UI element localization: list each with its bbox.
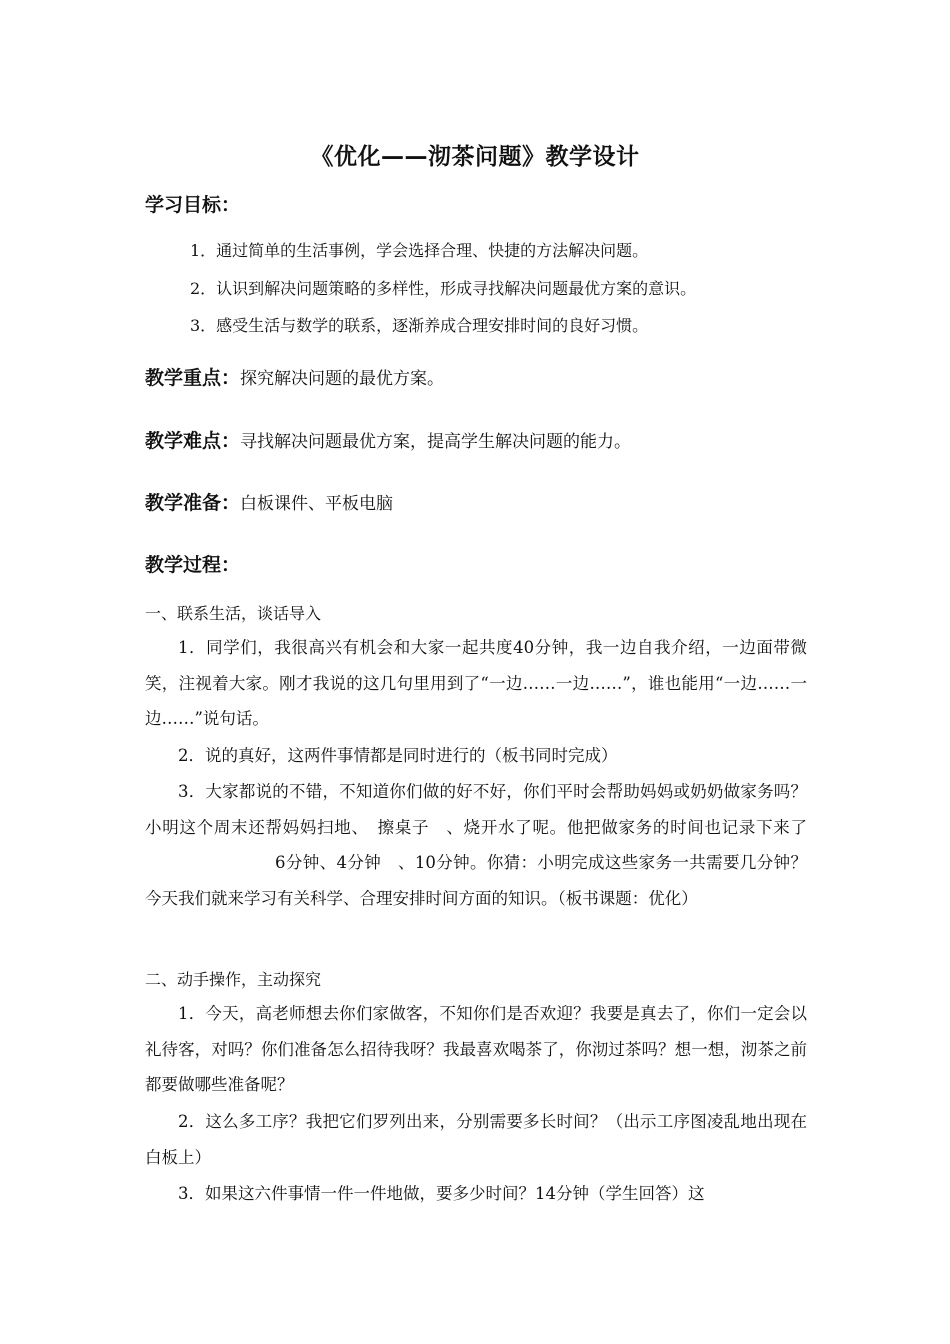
- objectives-heading: 学习目标：: [145, 194, 241, 216]
- section-1-paragraph-2: 2．说的真好，这两件事情都是同时进行的（板书同时完成）: [178, 746, 618, 765]
- section-1-paragraph-3: [145, 774, 807, 916]
- key-point-label: 教学重点：: [145, 367, 241, 389]
- section-2-paragraph-1: 1．今天，高老师想去你们家做客，不知你们是否欢迎？我要是真去了，你们一定会以礼待客，对吗？你们准备怎么招待我呀？我最喜欢喝茶了，你沏过茶吗？想一想，沏茶之前都要做哪些准备呢？: [145, 1004, 807, 1094]
- document-title: 《优化——沏茶问题》教学设计: [310, 144, 640, 170]
- key-point-row: [145, 363, 444, 390]
- preparation-value: 白板课件、平板电脑: [240, 494, 394, 514]
- preparation-row: [145, 488, 393, 515]
- process-heading: 教学过程：: [145, 554, 241, 576]
- objective-item-2: 2．认识到解决问题策略的多样性，形成寻找解决问题最优方案的意识。: [190, 279, 697, 298]
- section-1-title: 一、联系生活，谈话导入: [145, 604, 322, 623]
- difficulty-value: 寻找解决问题最优方案，提高学生解决问题的能力。: [240, 432, 632, 452]
- objective-item-3: 3．感受生活与数学的联系，逐渐养成合理安排时间的良好习惯。: [190, 316, 649, 335]
- difficulty-label: 教学难点：: [145, 430, 241, 452]
- paragraph-3-part-a: 3．大家都说的不错，不知道你们做的好不好，你们平时会帮助妈妈或奶奶做家务吗？小明这个周末还帮妈妈扫地、 擦桌子 、烧开水了呢。他把做家务的时间也记录下来了: [145, 782, 807, 837]
- preparation-label: 教学准备：: [145, 492, 241, 514]
- key-point-value: 探究解决问题的最优方案。: [240, 369, 445, 389]
- section-2-paragraph-2: 2．这么多工序？我把它们罗列出来，分别需要多长时间？（出示工序图凌乱地出现在白板上）: [145, 1112, 807, 1167]
- objective-item-1: 1．通过简单的生活事例，学会选择合理、快捷的方法解决问题。: [190, 241, 649, 260]
- section-2-paragraph-3: 3．如果这六件事情一件一件地做，要多少时间？14分钟（学生回答）这: [178, 1184, 705, 1203]
- section-2-title: 二、动手操作，主动探究: [145, 970, 322, 989]
- difficulty-row: [145, 426, 631, 453]
- paragraph-3-part-b: 6分钟、4分钟 、10分钟。你猜：小明完成这些家务一共需要几分钟？今天我们就来学习有关科学、合理安排时间方面的知识。（板书课题：优化）: [145, 853, 807, 908]
- section-1-paragraph-1: 1．同学们，我很高兴有机会和大家一起共度40分钟，我一边自我介绍，一边面带微笑，注视着大家。刚才我说的这几句里用到了“一边……一边……”，谁也能用“一边……一边……”说句话。: [145, 638, 807, 728]
